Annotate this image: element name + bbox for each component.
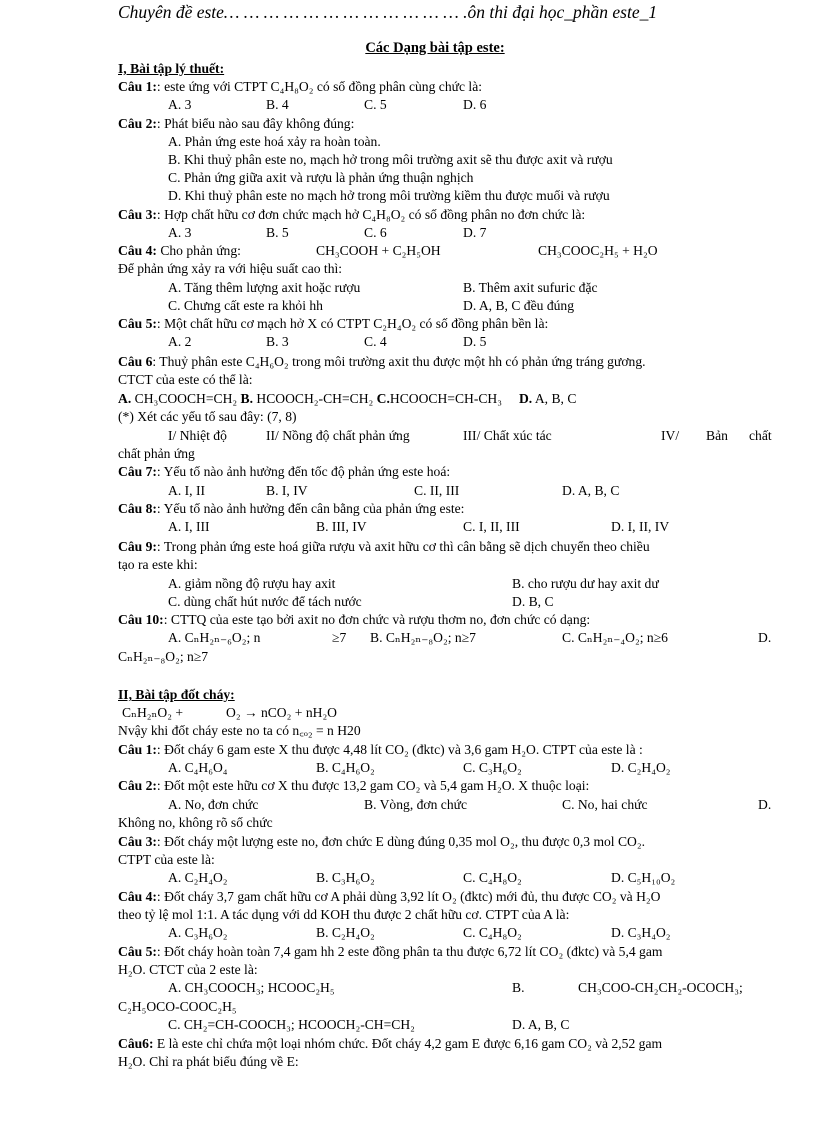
option-d: A, B, C xyxy=(534,391,577,406)
combustion-question-6 xyxy=(118,1035,662,1053)
equation-reactant: CₙH₂ₙO₂ + xyxy=(122,705,184,720)
option-a: A. C₃H₆O₂ xyxy=(168,925,228,940)
factor-4-continued: chất phản ứng xyxy=(118,446,195,461)
question-5 xyxy=(118,315,548,333)
question-text: : CTTQ của este tạo bởi axit no đơn chức và rượu thơm no, đơn chức có dạng: xyxy=(163,612,591,627)
option-a: A. I, II xyxy=(168,483,205,498)
combustion-question-4 xyxy=(118,888,660,906)
option-c: C. Phản ứng giữa axit và rượu là phản ứng thuận nghịch xyxy=(168,170,474,185)
question-text: E là este chỉ chứa một loại nhóm chức. Đốt cháy 4,2 gam E được 6,16 gam CO₂ và 2,52 gam xyxy=(153,1036,663,1051)
question-text: : Trong phản ứng este hoá giữa rượu và axit hữu cơ thì cân bằng sẽ dịch chuyển theo chiều xyxy=(156,539,650,554)
factor-4-word-1: Bản xyxy=(706,428,728,443)
combustion-question-5 xyxy=(118,943,662,961)
option-b: HCOOCH₂-CH=CH₂ xyxy=(256,391,374,406)
reaction-reactants: CH₃COOH + C₂H₅OH xyxy=(316,243,441,258)
option-c: C. dùng chất hút nước để tách nước xyxy=(168,594,362,609)
question-text: : Một chất hữu cơ mạch hở X có CTPT C₂H₄O₂ có số đồng phân bền là: xyxy=(156,316,549,331)
option-b: B. III, IV xyxy=(316,519,367,534)
option-b-continued: C₂H₅OCO-COOC₂H₅ xyxy=(118,999,237,1014)
option-c: C. CₙH₂ₙ₋₄O₂; n≥6 xyxy=(562,630,668,645)
option-a: A. CₙH₂ₙ₋₆O₂; n xyxy=(168,630,261,645)
option-b: B. Thêm axit sufuric đặc xyxy=(463,280,598,295)
option-label-b: B. xyxy=(240,391,253,406)
option-b: B. 5 xyxy=(266,225,289,240)
question-text: Cho phản ứng: xyxy=(160,243,241,258)
option-b: B. cho rượu dư hay axit dư xyxy=(512,576,659,591)
question-label: Câu 10: xyxy=(118,612,164,627)
question-8 xyxy=(118,500,464,518)
question-3 xyxy=(118,206,585,224)
option-c: C. C₄H₈O₂ xyxy=(463,925,522,940)
question-text: : Đốt một este hữu cơ X thu được 13,2 gam CO₂ và 5,4 gam H₂O. X thuộc loại: xyxy=(156,778,590,793)
option-d: D. C₅H₁₀O₂ xyxy=(611,870,676,885)
option-a: A. Phản ứng este hoá xảy ra hoàn toàn. xyxy=(168,134,381,149)
page-header: Chuyên đề este… … … … … … … … … … … … .ôn thi đại học_phần este_1 xyxy=(118,2,658,22)
option-d: D. A, B, C xyxy=(512,1017,570,1032)
option-b: B. C₄H₆O₂ xyxy=(316,760,375,775)
question-text: : este ứng với CTPT C₄H₈O₂ có số đồng phân cùng chức là: xyxy=(156,79,483,94)
question-label: Câu 3: xyxy=(118,207,157,222)
page-title: Các Dạng bài tập este: xyxy=(365,40,505,56)
option-c: C. II, III xyxy=(414,483,460,498)
option-d: D. C₂H₄O₂ xyxy=(611,760,671,775)
factors-note: (*) Xét các yếu tố sau đây: (7, 8) xyxy=(118,409,297,424)
question-7 xyxy=(118,463,450,481)
option-b: B. Vòng, đơn chức xyxy=(364,797,468,812)
option-d: Không no, không rõ số chức xyxy=(118,815,273,830)
question-6-options xyxy=(118,390,576,408)
question-stem: CTPT của este là: xyxy=(118,852,215,867)
question-label: Câu 2: xyxy=(118,116,157,131)
question-1 xyxy=(118,78,482,96)
option-d: D. B, C xyxy=(512,594,554,609)
option-a: A. No, đơn chức xyxy=(168,797,259,812)
question-2 xyxy=(118,115,354,133)
question-6-stem: CTCT của este có thể là: xyxy=(118,372,253,387)
combustion-question-3 xyxy=(118,833,645,851)
question-label: Câu6: xyxy=(118,1036,154,1051)
reaction-products: CH₃COOC₂H₅ + H₂O xyxy=(538,243,658,258)
option-label-c: C. xyxy=(376,391,390,406)
question-10 xyxy=(118,611,590,629)
option-d: D. 5 xyxy=(463,334,487,349)
question-label: Câu 4: xyxy=(118,243,157,258)
question-label: Câu 1: xyxy=(118,742,157,757)
factor-1: I/ Nhiệt độ xyxy=(168,428,227,443)
option-b: B. CₙH₂ₙ₋₈O₂; n≥7 xyxy=(370,630,476,645)
option-d: D. 6 xyxy=(463,97,487,112)
option-c: C. C₄H₈O₂ xyxy=(463,870,522,885)
question-label: Câu 2: xyxy=(118,778,157,793)
option-d: CₙH₂ₙ₋₈O₂; n≥7 xyxy=(118,649,209,664)
question-text: : Phát biểu nào sau đây không đúng: xyxy=(156,116,355,131)
option-b: B. 3 xyxy=(266,334,289,349)
question-9 xyxy=(118,538,650,556)
option-b: CH₃COO-CH₂CH₂-OCOCH₃; xyxy=(578,980,743,995)
question-text: : Đốt cháy 6 gam este X thu được 4,48 lít CO₂ (đktc) và 3,6 gam H₂O. CTPT của este là : xyxy=(156,742,643,757)
option-c: HCOOCH=CH-CH₃ xyxy=(389,391,502,406)
option-a: A. giảm nồng độ rượu hay axit xyxy=(168,576,336,591)
option-d: D. I, II, IV xyxy=(611,519,670,534)
factor-2: II/ Nồng độ chất phản ứng xyxy=(266,428,410,443)
option-b: B. I, IV xyxy=(266,483,308,498)
section-heading-theory: I, Bài tập lý thuết: xyxy=(118,61,225,76)
question-stem: theo tỷ lệ mol 1:1. A tác dụng với dd KOH thu được 2 chất hữu cơ. CTPT của A là: xyxy=(118,907,570,922)
option-c: C. C₃H₆O₂ xyxy=(463,760,522,775)
question-text: : Đốt cháy 3,7 gam chất hữu cơ A phải dùng 3,92 lít O₂ (đktc) mới đủ, thu được CO₂ và H₂O xyxy=(156,889,661,904)
question-label: Câu 1: xyxy=(118,79,157,94)
option-a: A. 2 xyxy=(168,334,192,349)
option-d: D. Khi thuỷ phân este no mạch hở trong môi trường kiềm thu được muối và rượu xyxy=(168,188,610,203)
question-9-stem: tạo ra este khi: xyxy=(118,557,198,572)
option-d: D. A, B, C đều đúng xyxy=(463,298,575,313)
option-a: A. 3 xyxy=(168,225,192,240)
question-label: Câu 4: xyxy=(118,889,157,904)
option-d: D. A, B, C xyxy=(562,483,620,498)
option-c: C. 6 xyxy=(364,225,387,240)
question-stem: H₂O. Chỉ ra phát biểu đúng về E: xyxy=(118,1054,299,1069)
question-4-stem: Để phản ứng xảy ra với hiệu suất cao thì: xyxy=(118,261,343,276)
option-a: A. C₄H₆O₄ xyxy=(168,760,228,775)
factor-4-label: IV/ xyxy=(661,428,680,443)
question-text: : Đốt cháy một lượng este no, đơn chức E dùng đúng 0,35 mol O₂, thu được 0,3 mol CO₂. xyxy=(156,834,646,849)
option-a: A. Tăng thêm lượng axit hoặc rượu xyxy=(168,280,361,295)
option-c: C. Chưng cất este ra khỏi hh xyxy=(168,298,323,313)
option-d-label: D. xyxy=(758,630,772,645)
question-label: Câu 8: xyxy=(118,501,157,516)
option-a-condition: ≥7 xyxy=(332,630,347,645)
option-b: B. C₂H₄O₂ xyxy=(316,925,375,940)
option-a: A. CH₃COOCH₃; HCOOC₂H₅ xyxy=(168,980,335,995)
combustion-question-2 xyxy=(118,777,589,795)
equation-note: Nvậy khi đốt cháy este no ta có n꜀ₒ₂ = n H20 xyxy=(118,723,361,738)
option-c: C. CH₂=CH-COOCH₃; HCOOCH₂-CH=CH₂ xyxy=(168,1017,415,1032)
option-a: A. 3 xyxy=(168,97,192,112)
question-label: Câu 5: xyxy=(118,944,157,959)
option-d-label: D. xyxy=(758,797,772,812)
combustion-question-1 xyxy=(118,741,643,759)
option-c: C. 5 xyxy=(364,97,387,112)
option-c: C. 4 xyxy=(364,334,387,349)
factor-4-word-2: chất xyxy=(749,428,772,443)
option-b: B. 4 xyxy=(266,97,289,112)
option-d: D. C₃H₄O₂ xyxy=(611,925,671,940)
option-a: CH₃COOCH=CH₂ xyxy=(134,391,238,406)
section-heading-combustion: II, Bài tập đốt cháy: xyxy=(118,687,235,702)
option-label-d: D. xyxy=(518,391,533,406)
question-6 xyxy=(118,353,646,371)
option-b: B. Khi thuỷ phân este no, mạch hở trong môi trường axit sẽ thu được axit và rượu xyxy=(168,152,613,167)
question-label: Câu 5: xyxy=(118,316,157,331)
question-text: : Hợp chất hữu cơ đơn chức mạch hở C₄H₈O₂ có số đồng phân no đơn chức là: xyxy=(156,207,586,222)
question-text: : Yếu tố nào ảnh hưởng đến tốc độ phản ứng este hoá: xyxy=(156,464,451,479)
question-text: : Đốt cháy hoàn toàn 7,4 gam hh 2 este đồng phân ta thu được 6,72 lít CO₂ (đktc) và 5,4 gam xyxy=(156,944,663,959)
option-label-a: A. xyxy=(118,391,132,406)
equation-rest: O₂ → nCO₂ + nH₂O xyxy=(226,705,338,720)
question-label: Câu 6 xyxy=(118,354,153,369)
option-a: A. I, III xyxy=(168,519,210,534)
question-label: Câu 9: xyxy=(118,539,157,554)
question-text: : Yếu tố nào ảnh hưởng đến cân bằng của phản ứng este: xyxy=(156,501,465,516)
factor-3: III/ Chất xúc tác xyxy=(463,428,552,443)
option-b-label: B. xyxy=(512,980,525,995)
question-label: Câu 3: xyxy=(118,834,157,849)
option-d: D. 7 xyxy=(463,225,487,240)
option-c: C. I, II, III xyxy=(463,519,520,534)
question-stem: H₂O. CTCT của 2 este là: xyxy=(118,962,258,977)
option-a: A. C₂H₄O₂ xyxy=(168,870,228,885)
question-4 xyxy=(118,242,241,260)
question-text: : Thuỷ phân este C₄H₆O₂ trong môi trường axit thu được một hh có phản ứng tráng gương. xyxy=(152,354,646,369)
question-label: Câu 7: xyxy=(118,464,157,479)
option-b: B. C₃H₆O₂ xyxy=(316,870,375,885)
option-c: C. No, hai chức xyxy=(562,797,648,812)
